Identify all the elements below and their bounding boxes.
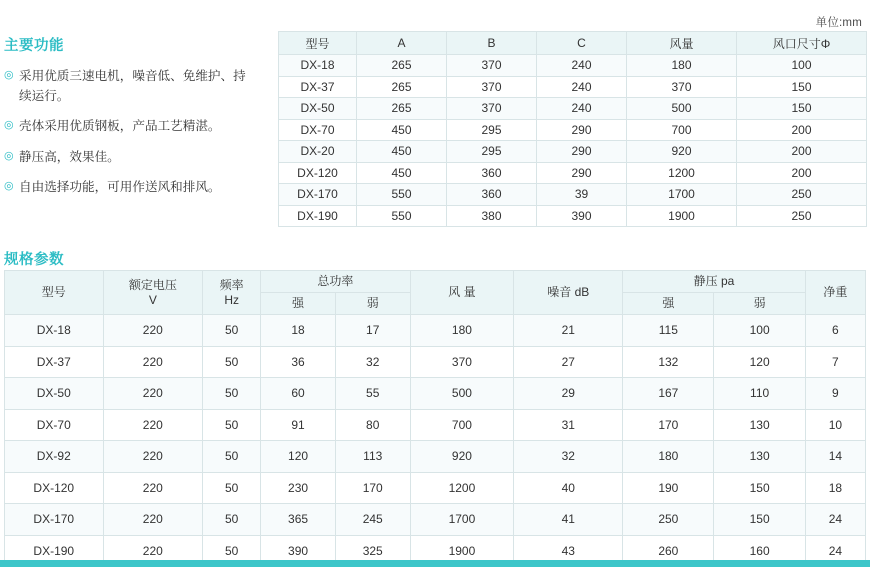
cell-voltage: 220 (103, 378, 203, 410)
cell-sp-strong: 180 (623, 441, 714, 473)
column-header: C (537, 32, 627, 55)
column-header-noise: 噪音 dB (514, 271, 623, 315)
column-header: 型号 (279, 32, 357, 55)
cell-airflow: 1900 (627, 205, 737, 227)
cell-airflow: 700 (410, 409, 514, 441)
bullet-circle-icon: ◎ (4, 69, 14, 81)
cell-sp-strong: 260 (623, 535, 714, 567)
cell-sp-weak: 110 (714, 378, 805, 410)
cell-noise: 40 (514, 472, 623, 504)
cell-noise: 29 (514, 378, 623, 410)
cell-power-weak: 325 (335, 535, 410, 567)
cell-c: 240 (537, 98, 627, 120)
cell-power-strong: 60 (261, 378, 336, 410)
column-subheader-sp-strong: 强 (623, 293, 714, 315)
cell-noise: 43 (514, 535, 623, 567)
cell-weight: 6 (805, 315, 865, 347)
cell-airflow: 180 (627, 55, 737, 77)
cell-airflow: 500 (627, 98, 737, 120)
cell-model: DX-37 (5, 346, 104, 378)
table-row (5, 504, 866, 536)
list-item (4, 67, 254, 106)
cell-a: 450 (357, 119, 447, 141)
spec-table-container (4, 270, 866, 567)
cell-c: 39 (537, 184, 627, 206)
cell-weight: 24 (805, 535, 865, 567)
cell-sp-weak: 130 (714, 409, 805, 441)
cell-model: DX-190 (279, 205, 357, 227)
cell-frequency: 50 (203, 535, 261, 567)
cell-frequency: 50 (203, 315, 261, 347)
table-row (5, 378, 866, 410)
spec-table (4, 270, 866, 567)
feature-text: 采用优质三速电机，噪音低、免维护、持续运行。 (19, 69, 246, 103)
cell-c: 240 (537, 76, 627, 98)
feature-text: 静压高，效果佳。 (19, 149, 120, 164)
cell-airflow: 1700 (627, 184, 737, 206)
table-row (279, 141, 867, 163)
cell-c: 390 (537, 205, 627, 227)
cell-airflow: 370 (627, 76, 737, 98)
cell-weight: 9 (805, 378, 865, 410)
list-item (4, 178, 254, 198)
feature-text: 壳体采用优质钢板，产品工艺精湛。 (19, 119, 221, 134)
main-functions-section (4, 34, 254, 209)
cell-a: 450 (357, 141, 447, 163)
cell-b: 295 (447, 119, 537, 141)
cell-frequency: 50 (203, 504, 261, 536)
table-row (279, 205, 867, 227)
cell-b: 370 (447, 76, 537, 98)
cell-noise: 21 (514, 315, 623, 347)
cell-a: 550 (357, 205, 447, 227)
cell-model: DX-120 (279, 162, 357, 184)
cell-voltage: 220 (103, 472, 203, 504)
cell-c: 290 (537, 119, 627, 141)
cell-b: 370 (447, 55, 537, 77)
column-header-net-weight: 净重 (805, 271, 865, 315)
cell-outlet-size: 100 (737, 55, 867, 77)
bullet-circle-icon: ◎ (4, 180, 14, 193)
cell-outlet-size: 150 (737, 76, 867, 98)
cell-a: 550 (357, 184, 447, 206)
frequency-label-line2: Hz (224, 292, 239, 307)
cell-sp-weak: 120 (714, 346, 805, 378)
table-row (5, 409, 866, 441)
cell-voltage: 220 (103, 441, 203, 473)
bullet-circle-icon: ◎ (4, 119, 14, 132)
cell-airflow: 700 (627, 119, 737, 141)
cell-power-weak: 170 (335, 472, 410, 504)
cell-power-strong: 365 (261, 504, 336, 536)
bottom-accent-bar (0, 560, 870, 567)
cell-power-weak: 113 (335, 441, 410, 473)
cell-sp-weak: 160 (714, 535, 805, 567)
cell-model: DX-18 (5, 315, 104, 347)
dimension-table (278, 31, 867, 227)
table-row (5, 441, 866, 473)
column-header: B (447, 32, 537, 55)
cell-model: DX-170 (5, 504, 104, 536)
cell-sp-weak: 100 (714, 315, 805, 347)
cell-model: DX-92 (5, 441, 104, 473)
cell-b: 360 (447, 162, 537, 184)
cell-outlet-size: 250 (737, 184, 867, 206)
table-row (279, 98, 867, 120)
table-header-row (5, 271, 866, 293)
cell-outlet-size: 200 (737, 119, 867, 141)
cell-sp-strong: 190 (623, 472, 714, 504)
cell-outlet-size: 200 (737, 141, 867, 163)
cell-frequency: 50 (203, 378, 261, 410)
column-header-model: 型号 (5, 271, 104, 315)
cell-power-weak: 80 (335, 409, 410, 441)
column-header: A (357, 32, 447, 55)
cell-c: 290 (537, 141, 627, 163)
cell-airflow: 1200 (410, 472, 514, 504)
cell-voltage: 220 (103, 535, 203, 567)
cell-sp-strong: 132 (623, 346, 714, 378)
cell-frequency: 50 (203, 441, 261, 473)
cell-airflow: 1700 (410, 504, 514, 536)
cell-model: DX-18 (279, 55, 357, 77)
bullet-circle-icon: ◎ (4, 149, 14, 162)
cell-a: 265 (357, 76, 447, 98)
spec-section-title: 规格参数 (4, 252, 64, 268)
cell-airflow: 920 (410, 441, 514, 473)
cell-power-weak: 32 (335, 346, 410, 378)
cell-sp-strong: 170 (623, 409, 714, 441)
cell-power-strong: 91 (261, 409, 336, 441)
cell-sp-strong: 250 (623, 504, 714, 536)
cell-b: 360 (447, 184, 537, 206)
table-row (279, 184, 867, 206)
dimension-table-container (278, 31, 866, 227)
cell-b: 370 (447, 98, 537, 120)
cell-a: 265 (357, 55, 447, 77)
cell-c: 240 (537, 55, 627, 77)
cell-model: DX-70 (279, 119, 357, 141)
cell-voltage: 220 (103, 409, 203, 441)
cell-airflow: 370 (410, 346, 514, 378)
unit-note: 单位:mm (815, 17, 862, 29)
voltage-label-line2: V (148, 292, 157, 307)
column-header-static-pressure: 静压 pa (623, 271, 806, 293)
cell-power-strong: 390 (261, 535, 336, 567)
table-header-row (279, 32, 867, 55)
cell-noise: 41 (514, 504, 623, 536)
table-row (279, 162, 867, 184)
cell-weight: 24 (805, 504, 865, 536)
cell-sp-weak: 150 (714, 472, 805, 504)
table-row (279, 119, 867, 141)
table-row (5, 346, 866, 378)
column-subheader-power-strong: 强 (261, 293, 336, 315)
cell-frequency: 50 (203, 472, 261, 504)
table-row (5, 315, 866, 347)
cell-sp-strong: 167 (623, 378, 714, 410)
cell-outlet-size: 250 (737, 205, 867, 227)
table-row (5, 472, 866, 504)
cell-power-strong: 230 (261, 472, 336, 504)
cell-weight: 10 (805, 409, 865, 441)
cell-noise: 27 (514, 346, 623, 378)
column-header-airflow: 风 量 (410, 271, 514, 315)
column-header-frequency (203, 271, 261, 315)
cell-outlet-size: 150 (737, 98, 867, 120)
column-header-total-power: 总功率 (261, 271, 410, 293)
cell-outlet-size: 200 (737, 162, 867, 184)
cell-weight: 7 (805, 346, 865, 378)
cell-model: DX-190 (5, 535, 104, 567)
column-subheader-power-weak: 弱 (335, 293, 410, 315)
cell-a: 450 (357, 162, 447, 184)
column-header-voltage (103, 271, 203, 315)
cell-b: 295 (447, 141, 537, 163)
cell-model: DX-50 (279, 98, 357, 120)
cell-b: 380 (447, 205, 537, 227)
cell-model: DX-20 (279, 141, 357, 163)
cell-power-weak: 17 (335, 315, 410, 347)
feature-text: 自由选择功能，可用作送风和排风。 (19, 180, 221, 195)
cell-model: DX-37 (279, 76, 357, 98)
cell-voltage: 220 (103, 346, 203, 378)
frequency-label-line1: 频率 (219, 277, 244, 292)
cell-frequency: 50 (203, 346, 261, 378)
list-item (4, 117, 254, 137)
cell-model: DX-120 (5, 472, 104, 504)
cell-c: 290 (537, 162, 627, 184)
cell-weight: 14 (805, 441, 865, 473)
cell-weight: 18 (805, 472, 865, 504)
table-row (279, 55, 867, 77)
column-header: 风口尺寸Φ (737, 32, 867, 55)
cell-model: DX-70 (5, 409, 104, 441)
table-row (279, 76, 867, 98)
column-subheader-sp-weak: 弱 (714, 293, 805, 315)
cell-sp-weak: 150 (714, 504, 805, 536)
cell-power-strong: 36 (261, 346, 336, 378)
cell-sp-weak: 130 (714, 441, 805, 473)
cell-a: 265 (357, 98, 447, 120)
cell-voltage: 220 (103, 315, 203, 347)
cell-airflow: 1900 (410, 535, 514, 567)
cell-airflow: 920 (627, 141, 737, 163)
cell-airflow: 180 (410, 315, 514, 347)
voltage-label-line1: 额定电压 (128, 277, 177, 292)
cell-noise: 32 (514, 441, 623, 473)
cell-model: DX-170 (279, 184, 357, 206)
cell-airflow: 1200 (627, 162, 737, 184)
cell-sp-strong: 115 (623, 315, 714, 347)
cell-power-weak: 55 (335, 378, 410, 410)
cell-voltage: 220 (103, 504, 203, 536)
cell-noise: 31 (514, 409, 623, 441)
column-header: 风量 (627, 32, 737, 55)
cell-airflow: 500 (410, 378, 514, 410)
cell-power-weak: 245 (335, 504, 410, 536)
cell-frequency: 50 (203, 409, 261, 441)
cell-power-strong: 120 (261, 441, 336, 473)
cell-model: DX-50 (5, 378, 104, 410)
main-functions-title: 主要功能 (4, 38, 64, 54)
list-item (4, 148, 254, 168)
cell-power-strong: 18 (261, 315, 336, 347)
